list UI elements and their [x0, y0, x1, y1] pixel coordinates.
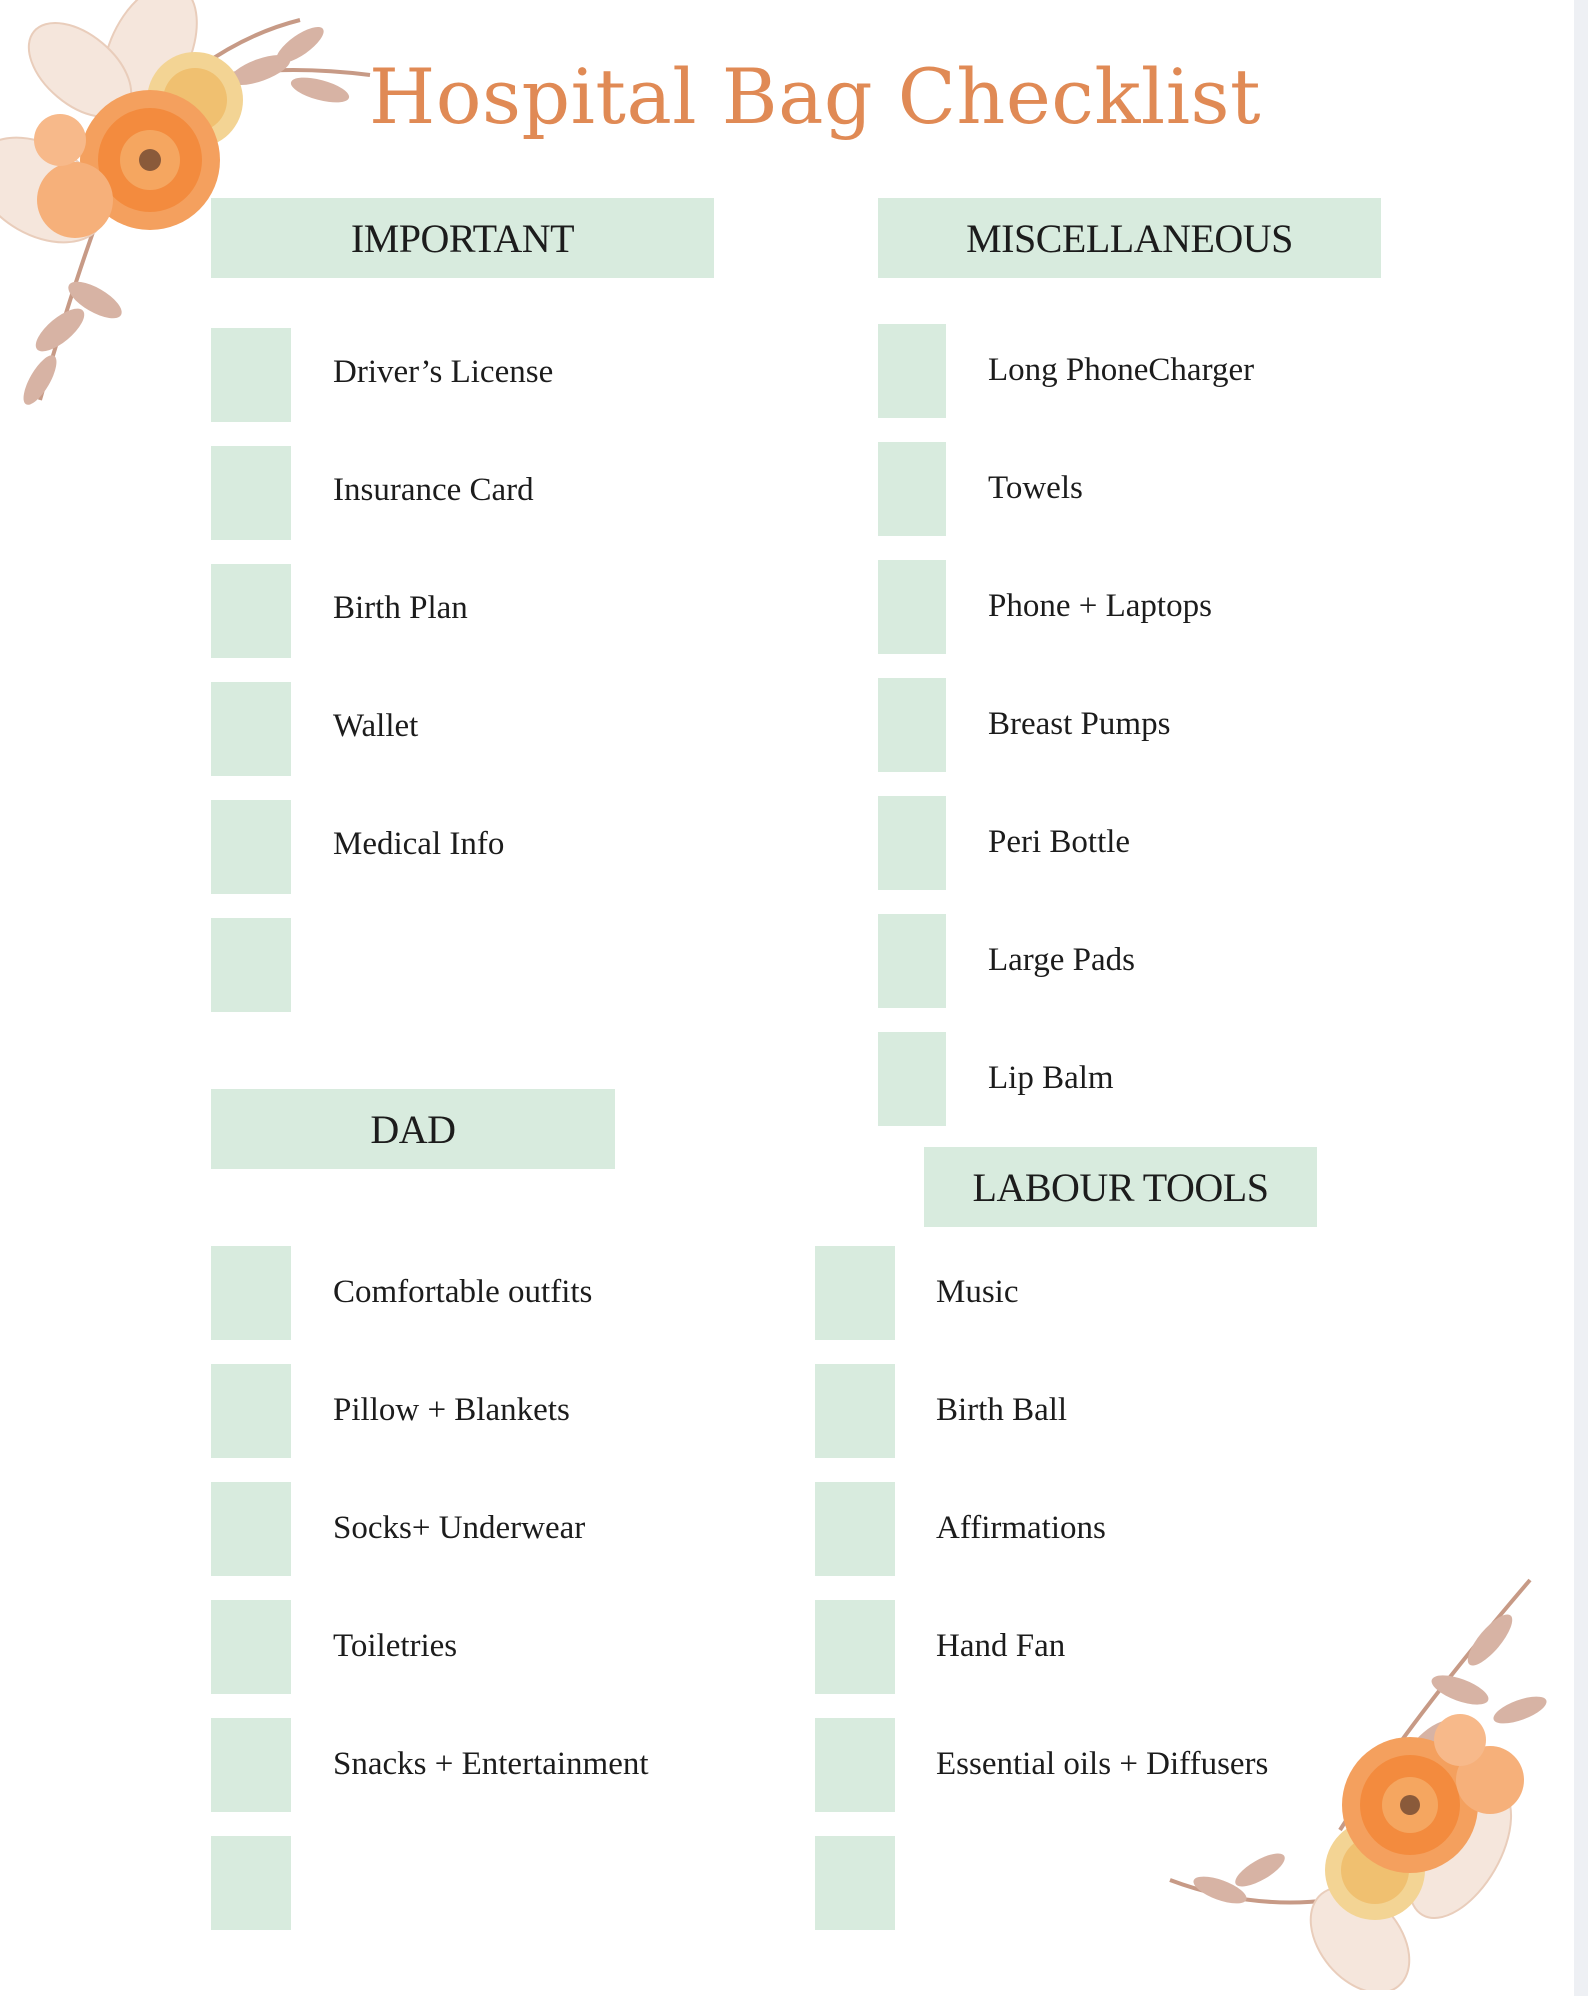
list-item: Large Pads: [988, 942, 1135, 978]
checkbox[interactable]: [878, 324, 946, 418]
checkbox[interactable]: [211, 1482, 291, 1576]
checkbox[interactable]: [211, 564, 291, 658]
list-item: Towels: [988, 470, 1083, 506]
list-item: Comfortable outfits: [333, 1274, 593, 1310]
list-item: Birth Plan: [333, 590, 468, 626]
page-title: Hospital Bag Checklist: [368, 52, 1262, 141]
list-item: Hand Fan: [936, 1628, 1066, 1664]
list-item: Breast Pumps: [988, 706, 1171, 742]
checkbox[interactable]: [211, 446, 291, 540]
checkbox[interactable]: [815, 1364, 895, 1458]
list-item: Birth Ball: [936, 1392, 1068, 1428]
list-item: Pillow + Blankets: [333, 1392, 570, 1428]
checkbox[interactable]: [815, 1482, 895, 1576]
checkbox[interactable]: [878, 1032, 946, 1126]
checkbox[interactable]: [878, 914, 946, 1008]
checkbox[interactable]: [815, 1718, 895, 1812]
list-item: Insurance Card: [333, 472, 534, 508]
list-item: Essential oils + Diffusers: [936, 1746, 1269, 1782]
miscellaneous-header: MISCELLANEOUS: [878, 198, 1381, 278]
checkbox[interactable]: [878, 560, 946, 654]
checkbox[interactable]: [878, 796, 946, 890]
checkbox[interactable]: [815, 1836, 895, 1930]
important-header: IMPORTANT: [211, 198, 714, 278]
checkbox[interactable]: [211, 918, 291, 1012]
list-item: Music: [936, 1274, 1019, 1310]
list-item: Snacks + Entertainment: [333, 1746, 649, 1782]
list-item: Driver’s License: [333, 354, 554, 390]
list-item: Medical Info: [333, 826, 505, 862]
checkbox[interactable]: [211, 682, 291, 776]
list-item: Long PhoneCharger: [988, 352, 1255, 388]
list-item: Toiletries: [333, 1628, 458, 1664]
list-item: Affirmations: [936, 1510, 1106, 1546]
checkbox[interactable]: [815, 1600, 895, 1694]
labour-tools-header: LABOUR TOOLS: [924, 1147, 1317, 1227]
checkbox[interactable]: [211, 1600, 291, 1694]
list-item: Lip Balm: [988, 1060, 1114, 1096]
list-item: Phone + Laptops: [988, 588, 1212, 624]
checkbox[interactable]: [211, 1836, 291, 1930]
dad-header: DAD: [211, 1089, 615, 1169]
list-item: Socks+ Underwear: [333, 1510, 586, 1546]
checkbox[interactable]: [211, 800, 291, 894]
list-item: Wallet: [333, 708, 419, 744]
checkbox[interactable]: [211, 328, 291, 422]
checkbox[interactable]: [815, 1246, 895, 1340]
checkbox[interactable]: [211, 1364, 291, 1458]
list-item: Peri Bottle: [988, 824, 1131, 860]
checkbox[interactable]: [211, 1718, 291, 1812]
checkbox[interactable]: [211, 1246, 291, 1340]
checkbox[interactable]: [878, 678, 946, 772]
checkbox[interactable]: [878, 442, 946, 536]
